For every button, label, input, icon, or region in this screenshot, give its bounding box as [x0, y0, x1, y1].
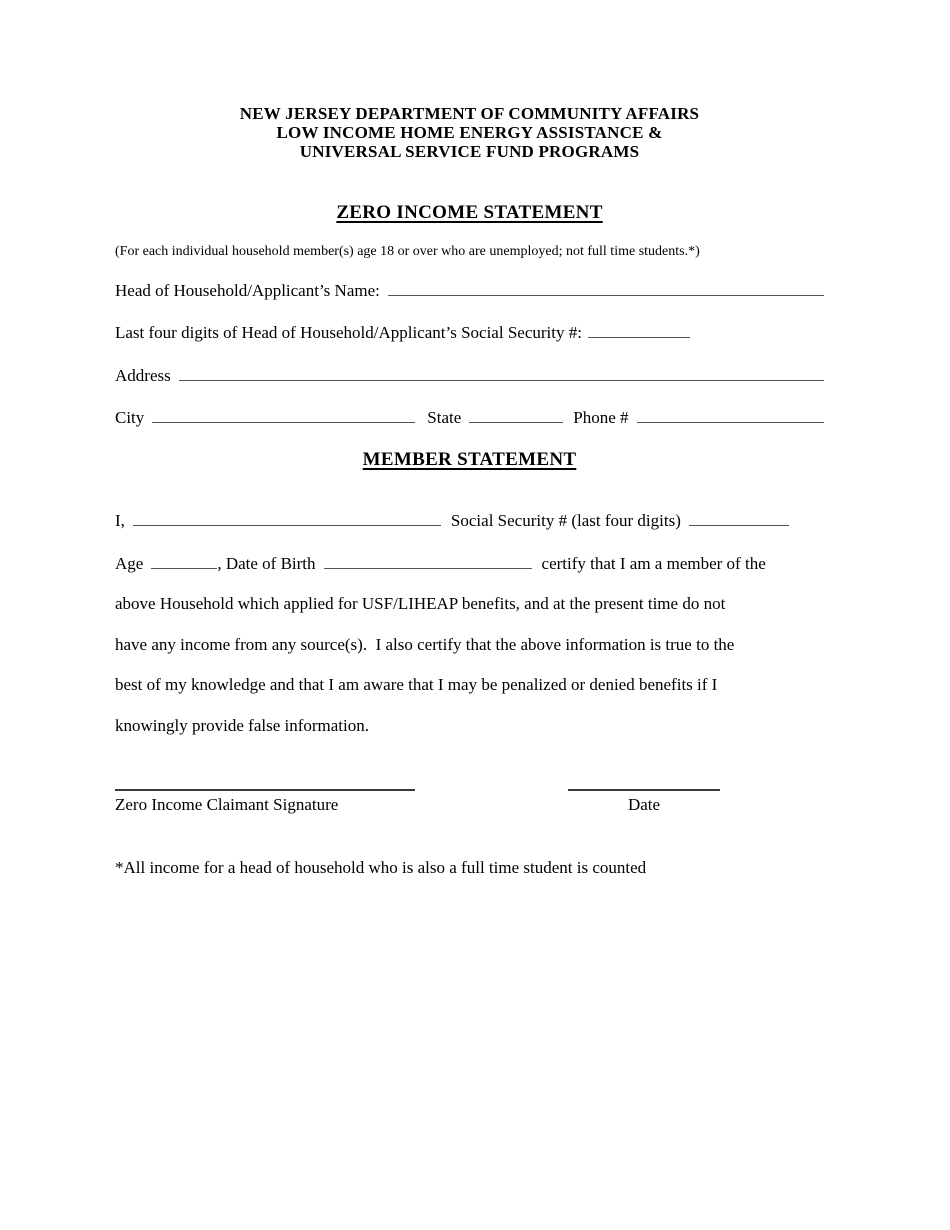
member-ssn-label: Social Security # (last four digits)	[450, 511, 681, 530]
ssn-field-label: Last four digits of Head of Household/Applicant’s Social Security #:	[115, 323, 582, 342]
age-input-line[interactable]	[151, 551, 217, 569]
phone-input-line[interactable]	[637, 405, 824, 423]
member-ssn-input-line[interactable]	[689, 508, 789, 526]
city-input-line[interactable]	[152, 405, 415, 423]
member-i-label: I,	[115, 511, 125, 530]
address-field-label: Address	[115, 366, 171, 385]
age-dob-line	[115, 551, 824, 575]
agency-header-line-1: NEW JERSEY DEPARTMENT OF COMMUNITY AFFAIRS	[239, 104, 700, 123]
page-content	[115, 0, 824, 879]
certify-text: certify that I am a member of the	[541, 553, 766, 573]
document-title-text: ZERO INCOME STATEMENT	[336, 202, 603, 223]
statement-body-line-4: knowingly provide false information.	[115, 715, 370, 735]
statement-body-line-2: have any income from any source(s). I also certify that the above information is true to the	[115, 634, 735, 654]
state-input-line[interactable]	[469, 405, 563, 423]
name-field-label: Head of Household/Applicant’s Name:	[115, 281, 380, 300]
footnote: *All income for a head of household who is also a full time student is counted	[115, 857, 647, 877]
signature-block	[115, 789, 824, 816]
member-name-input-line[interactable]	[133, 508, 441, 526]
statement-body-line-3: best of my knowledge and that I am aware that I may be penalized or denied benefits if I	[115, 675, 718, 694]
name-field-row	[115, 278, 824, 302]
ssn-input-line[interactable]	[588, 320, 690, 338]
claimant-signature-column	[115, 789, 415, 816]
address-input-line[interactable]	[179, 363, 824, 381]
city-state-phone-row	[115, 405, 824, 429]
claimant-signature-line[interactable]	[115, 789, 415, 791]
ssn-field-row	[115, 320, 824, 344]
document-title	[115, 201, 824, 224]
state-field-label: State	[427, 408, 462, 427]
claimant-signature-label: Zero Income Claimant Signature	[115, 794, 339, 814]
address-field-row	[115, 363, 824, 387]
date-line[interactable]	[568, 789, 720, 791]
statement-body-line-1: above Household which applied for USF/LIHEAP benefits, and at the present time do not	[115, 594, 726, 613]
dob-field-label: , Date of Birth	[217, 553, 316, 573]
dob-input-line[interactable]	[324, 551, 532, 569]
city-field-label: City	[115, 408, 145, 427]
agency-header	[115, 104, 824, 161]
member-name-line	[115, 508, 824, 532]
age-field-label: Age	[115, 553, 144, 573]
agency-header-line-2: LOW INCOME HOME ENERGY ASSISTANCE &	[276, 123, 663, 142]
member-statement-title-text: MEMBER STATEMENT	[362, 449, 577, 470]
phone-field-label: Phone #	[573, 408, 629, 427]
agency-header-line-3: UNIVERSAL SERVICE FUND PROGRAMS	[299, 142, 640, 161]
date-column	[568, 789, 720, 816]
member-statement-title	[115, 448, 824, 471]
date-label: Date	[627, 794, 661, 814]
intro-note: (For each individual household member(s) age 18 or over who are unemployed; not full time students.*)	[115, 244, 700, 259]
name-input-line[interactable]	[388, 278, 824, 296]
